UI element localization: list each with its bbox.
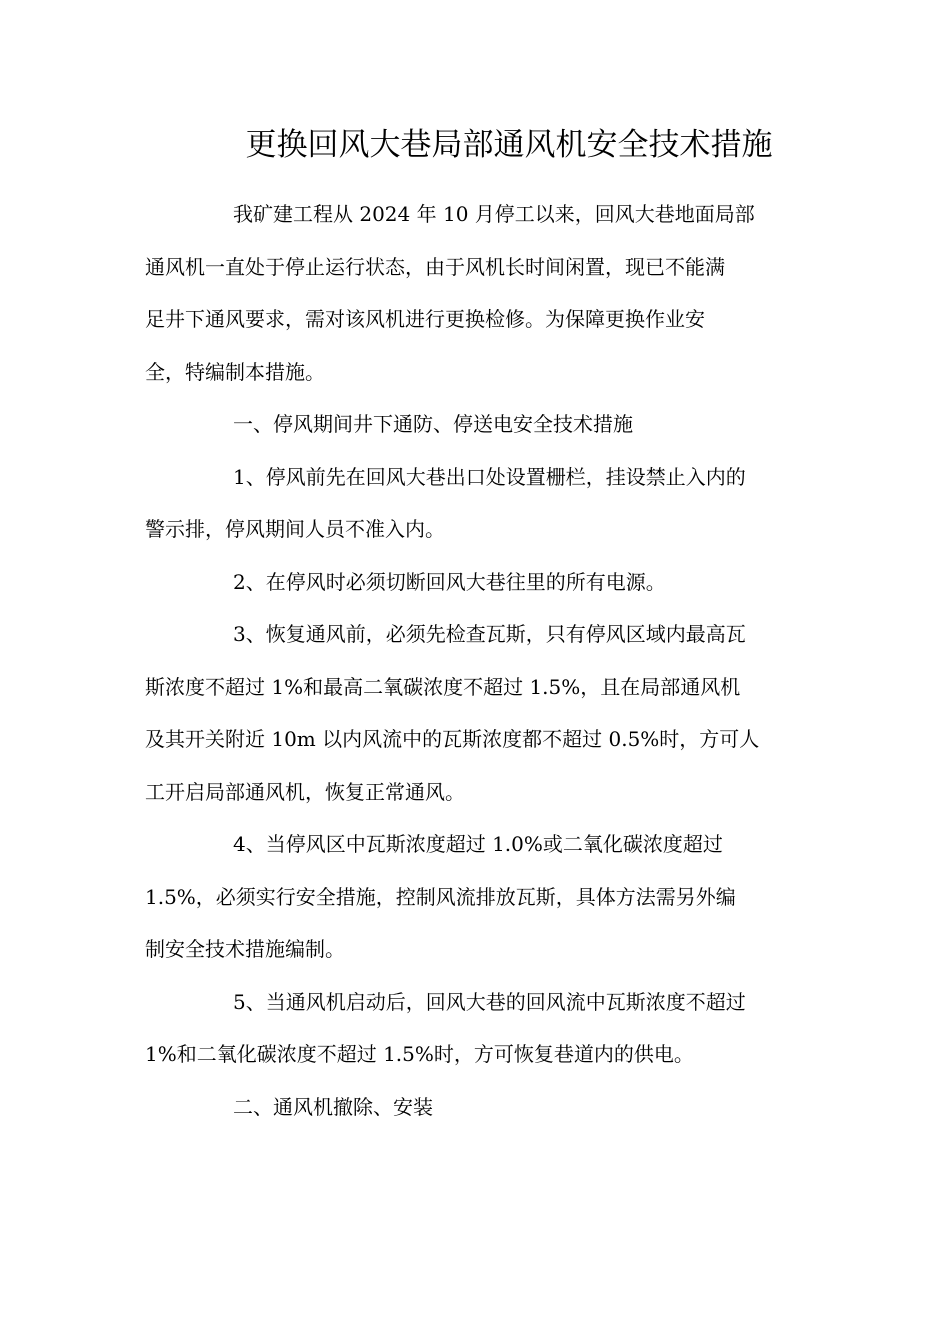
section-heading-text: 一、停风期间井下通防、停送电安全技术措施 [233,412,633,436]
paragraph-line: 4、当停风区中瓦斯浓度超过 1.0%或二氧化碳浓度超过 [233,832,723,856]
paragraph-line: 3、恢复通风前，必须先检查瓦斯，只有停风区域内最高瓦 [233,622,746,646]
paragraph-line: 1、停风前先在回风大巷出口处设置栅栏，挂设禁止入内的 [233,464,746,489]
intro-paragraph [145,188,809,398]
document-title: 更换回风大巷局部通风机安全技术措施 [245,127,773,163]
paragraph-line: 5、当通风机启动后，回风大巷的回风流中瓦斯浓度不超过 [233,989,746,1014]
paragraph-line: 警示排，停风期间人员不准入内。 [145,517,445,541]
paragraph-line: 及其开关附近 10m 以内风流中的瓦斯浓度都不超过 0.5%时，方可人 [145,727,760,751]
paragraph-line: 斯浓度不超过 1%和最高二氧碳浓度不超过 1.5%，且在局部通风机 [145,674,741,699]
paragraph-line: 1.5%，必须实行安全措施，控制风流排放瓦斯，具体方法需另外编 [145,884,736,909]
section-heading-1 [145,398,809,451]
paragraph-line: 通风机一直处于停止运行状态，由于风机长时间闲置，现已不能满 [145,254,725,279]
paragraph-line: 全，特编制本措施。 [145,359,325,384]
section-heading-text: 二、通风机撤除、安装 [233,1094,433,1119]
paragraph-line: 2、在停风时必须切断回风大巷往里的所有电源。 [233,569,666,594]
measure-item-1 [145,451,809,556]
paragraph-line: 工开启局部通风机，恢复正常通风。 [145,779,465,804]
measure-item-4 [145,818,809,976]
paragraph-line: 我矿建工程从 2024 年 10 月停工以来，回风大巷地面局部 [233,202,755,226]
document-body [145,188,809,1133]
measure-item-2 [145,556,809,609]
paragraph-line: 制安全技术措施编制。 [145,937,345,961]
measure-item-5 [145,976,809,1081]
measure-item-3 [145,608,809,818]
paragraph-line: 足井下通风要求，需对该风机进行更换检修。为保障更换作业安 [145,307,705,331]
paragraph-line: 1%和二氧化碳浓度不超过 1.5%时，方可恢复巷道内的供电。 [145,1042,694,1066]
section-heading-2 [145,1081,809,1134]
